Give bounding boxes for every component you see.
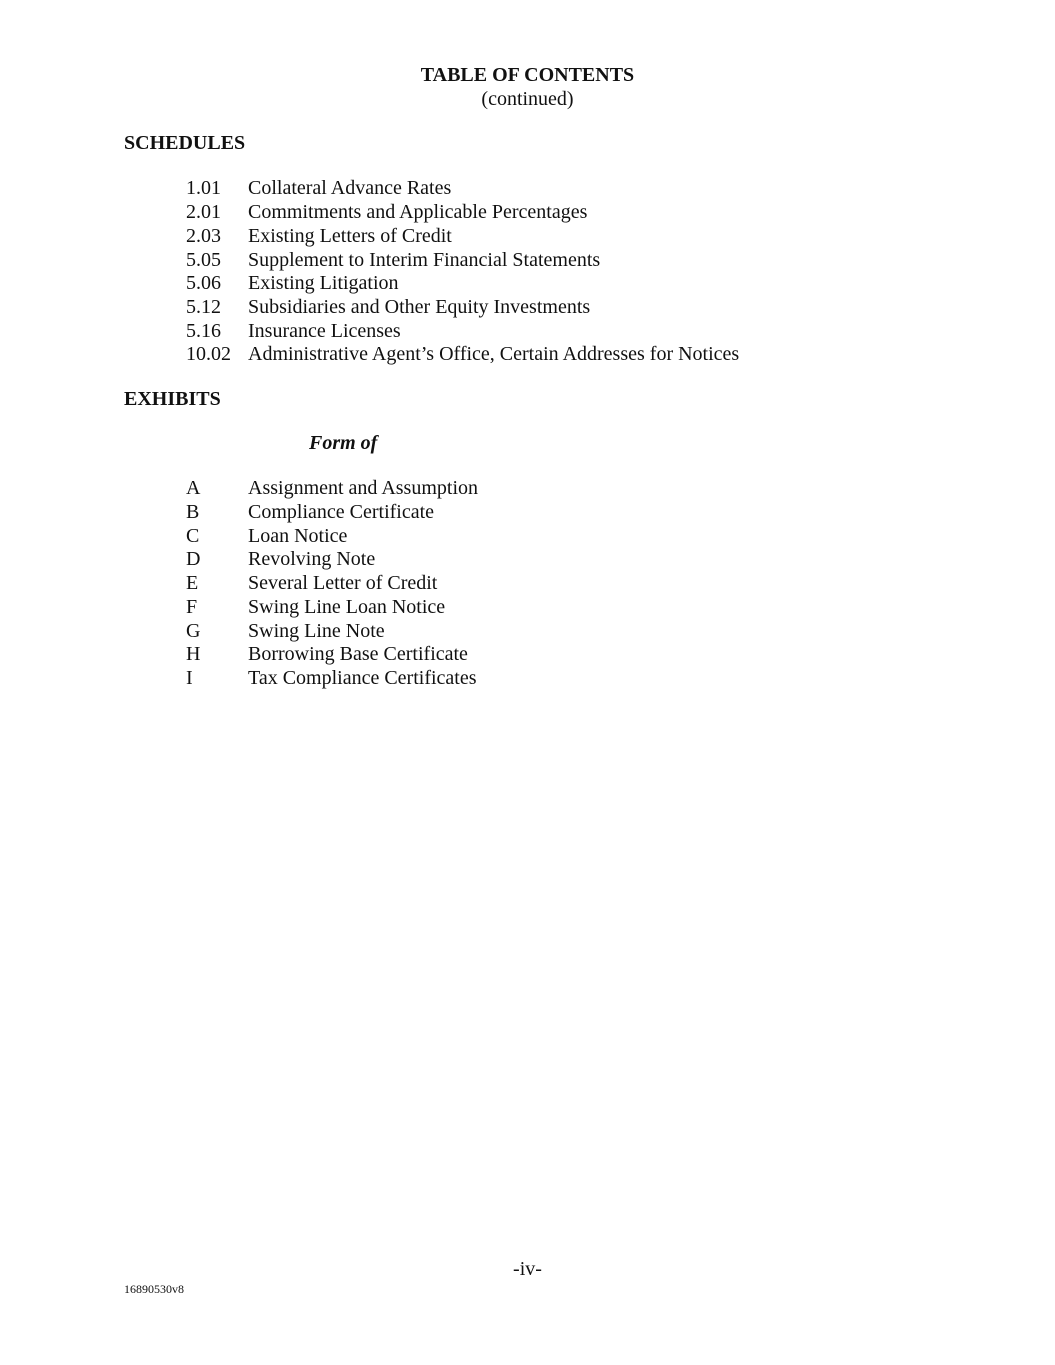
exhibit-letter: H — [186, 643, 201, 665]
schedule-number: 2.03 — [186, 225, 221, 247]
schedule-title: Collateral Advance Rates — [248, 177, 452, 199]
schedules-heading: SCHEDULES — [124, 132, 246, 154]
exhibit-title: Swing Line Note — [248, 620, 385, 642]
exhibit-letter: I — [186, 667, 193, 689]
schedule-number: 1.01 — [186, 177, 221, 199]
exhibit-letter: C — [186, 525, 200, 547]
exhibit-title: Tax Compliance Certificates — [248, 667, 477, 689]
page-number: -iv- — [513, 1258, 542, 1280]
exhibit-letter: B — [186, 501, 200, 523]
exhibits-heading: EXHIBITS — [124, 388, 221, 410]
schedule-title: Supplement to Interim Financial Statements — [248, 249, 601, 271]
schedule-title: Insurance Licenses — [248, 320, 401, 342]
schedule-title: Subsidiaries and Other Equity Investments — [248, 296, 591, 318]
exhibit-title: Swing Line Loan Notice — [248, 596, 446, 618]
schedule-number: 5.05 — [186, 249, 221, 271]
form-of-label: Form of — [309, 432, 378, 454]
schedule-title: Existing Letters of Credit — [248, 225, 452, 247]
document-id: 16890530v8 — [124, 1282, 184, 1296]
schedule-number: 5.16 — [186, 320, 221, 342]
exhibit-title: Revolving Note — [248, 548, 376, 570]
exhibit-letter: G — [186, 620, 201, 642]
schedule-title: Commitments and Applicable Percentages — [248, 201, 588, 223]
schedule-number: 2.01 — [186, 201, 221, 223]
schedule-title: Existing Litigation — [248, 272, 399, 294]
schedule-number: 5.06 — [186, 272, 221, 294]
exhibit-letter: A — [186, 477, 201, 499]
schedule-title: Administrative Agent’s Office, Certain Addresses for Notices — [248, 343, 740, 365]
exhibit-title: Assignment and Assumption — [248, 477, 479, 499]
exhibit-letter: F — [186, 596, 198, 618]
exhibit-title: Compliance Certificate — [248, 501, 435, 523]
exhibit-title: Several Letter of Credit — [248, 572, 438, 594]
schedule-number: 10.02 — [186, 343, 231, 365]
exhibit-letter: E — [186, 572, 199, 594]
exhibit-letter: D — [186, 548, 201, 570]
schedule-number: 5.12 — [186, 296, 221, 318]
page-title: TABLE OF CONTENTS — [420, 64, 635, 86]
exhibit-title: Borrowing Base Certificate — [248, 643, 468, 665]
page-subtitle: (continued) — [481, 88, 574, 110]
exhibit-title: Loan Notice — [248, 525, 348, 547]
